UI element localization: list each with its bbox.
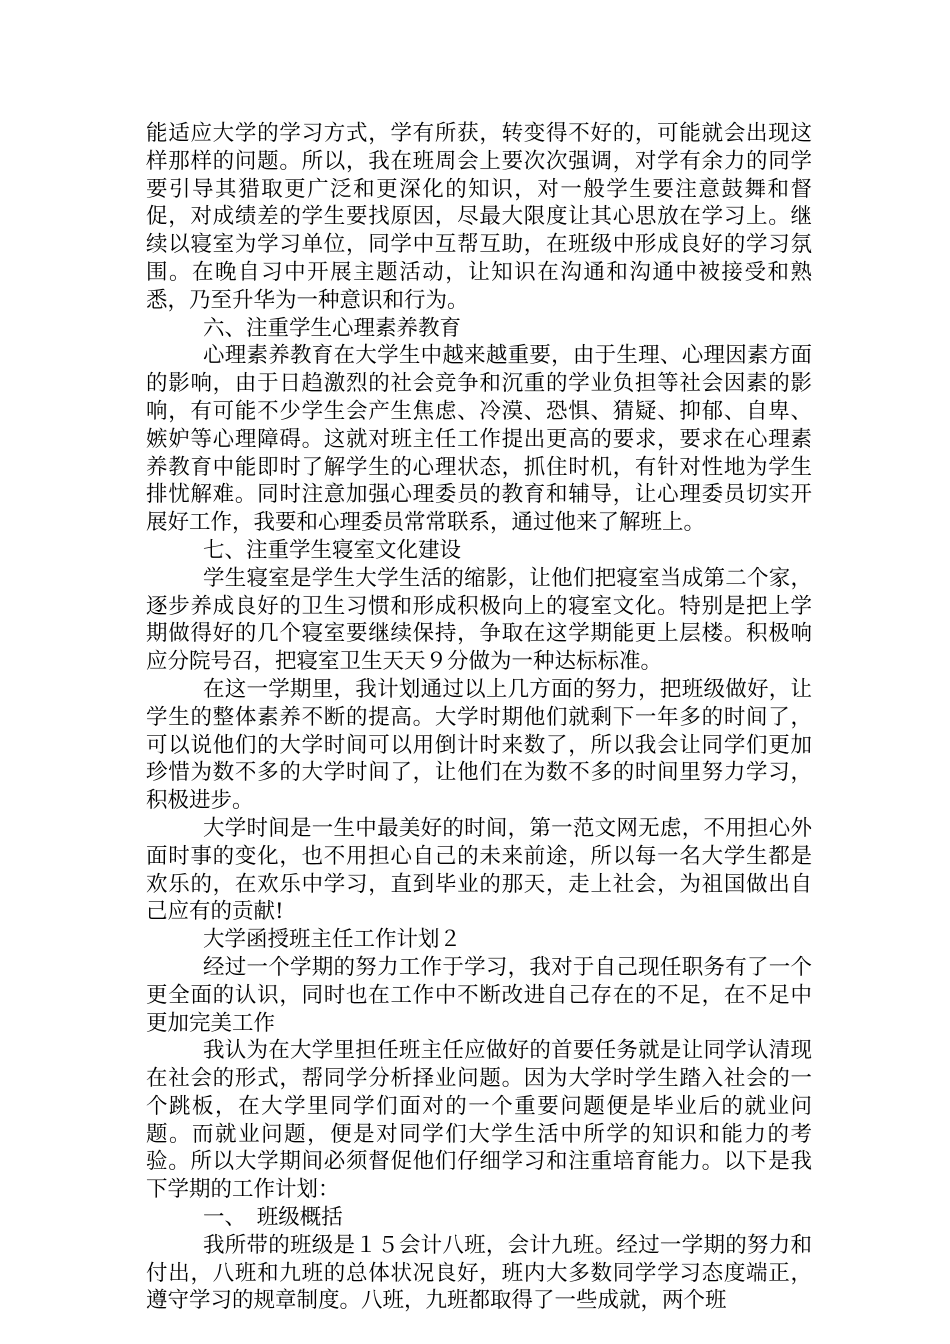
body-paragraph: 大学时间是一生中最美好的时间，第一范文网无虑，不用担心外面时事的变化，也不用担心自己的未来前途，所以每一名大学生都是欢乐的，在欢乐中学习，直到毕业的那天，走上社会，为祖国做出自己应有的贡献! xyxy=(146,815,812,925)
body-paragraph: 我所带的班级是１５会计八班，会计九班。经过一学期的努力和付出，八班和九班的总体状况良好，班内大多数同学学习态度端正，遵守学习的规章制度。八班，九班都取得了一些成就，两个班 xyxy=(146,1232,812,1314)
body-paragraph: 心理素养教育在大学生中越来越重要，由于生理、心理因素方面的影响，由于日趋激烈的社会竞争和沉重的学业负担等社会因素的影响，有可能不少学生会产生焦虑、冷漠、恐惧、猜疑、抑郁、自卑、嫉妒等心理障碍。这就对班主任工作提出更高的要求，要求在心理素养教育中能即时了解学生的心理状态，抓住时机，有针对性地为学生排忧解难。同时注意加强心理委员的教育和辅导，让心理委员切实开展好工作，我要和心理委员常常联系，通过他来了解班上。 xyxy=(146,343,812,536)
body-paragraph: 我认为在大学里担任班主任应做好的首要任务就是让同学认清现在社会的形式，帮同学分析择业问题。因为大学时学生踏入社会的一个跳板，在大学里同学们面对的一个重要问题便是毕业后的就业问题。而就业问题，便是对同学们大学生活中所学的知识和能力的考验。所以大学期间必须督促他们仔细学习和注重培育能力。以下是我下学期的工作计划： xyxy=(146,1038,812,1203)
body-paragraph: 经过一个学期的努力工作于学习，我对于自己现任职务有了一个更全面的认识，同时也在工作中不断改进自己存在的不足，在不足中更加完美工作 xyxy=(146,954,812,1036)
section-heading: 六、注重学生心理素养教育 xyxy=(203,315,462,341)
body-paragraph: 学生寝室是学生大学生活的缩影，让他们把寝室当成第二个家，逐步养成良好的卫生习惯和形成积极向上的寝室文化。特别是把上学期做得好的几个寝室要继续保持，争取在这学期能更上层楼。积极响应分院号召，把寝室卫生天天９分做为一种达标标准。 xyxy=(146,565,812,675)
body-paragraph: 能适应大学的学习方式，学有所获，转变得不好的，可能就会出现这样那样的问题。所以，我在班周会上要次次强调，对学有余力的同学要引导其猎取更广泛和更深化的知识，对一般学生要注意鼓舞和督促，对成绩差的学生要找原因，尽最大限度让其心思放在学习上。继续以寝室为学习单位，同学中互帮互助，在班级中形成良好的学习氛围。在晚自习中开展主题活动，让知识在沟通和沟通中被接受和熟悉，乃至升华为一种意识和行为。 xyxy=(146,121,812,313)
body-paragraph: 在这一学期里，我计划通过以上几方面的努力，把班级做好，让学生的整体素养不断的提高。大学时期他们就剩下一年多的时间了，可以说他们的大学时间可以用倒计时来数了，所以我会让同学们更加珍惜为数不多的大学时间了，让他们在为数不多的时间里努力学习，积极进步。 xyxy=(146,676,812,814)
section-heading: 大学函授班主任工作计划２ xyxy=(203,927,462,953)
document-page xyxy=(146,120,812,1315)
section-heading: 一、 班级概括 xyxy=(203,1205,343,1231)
section-heading: 七、注重学生寝室文化建设 xyxy=(203,537,462,563)
